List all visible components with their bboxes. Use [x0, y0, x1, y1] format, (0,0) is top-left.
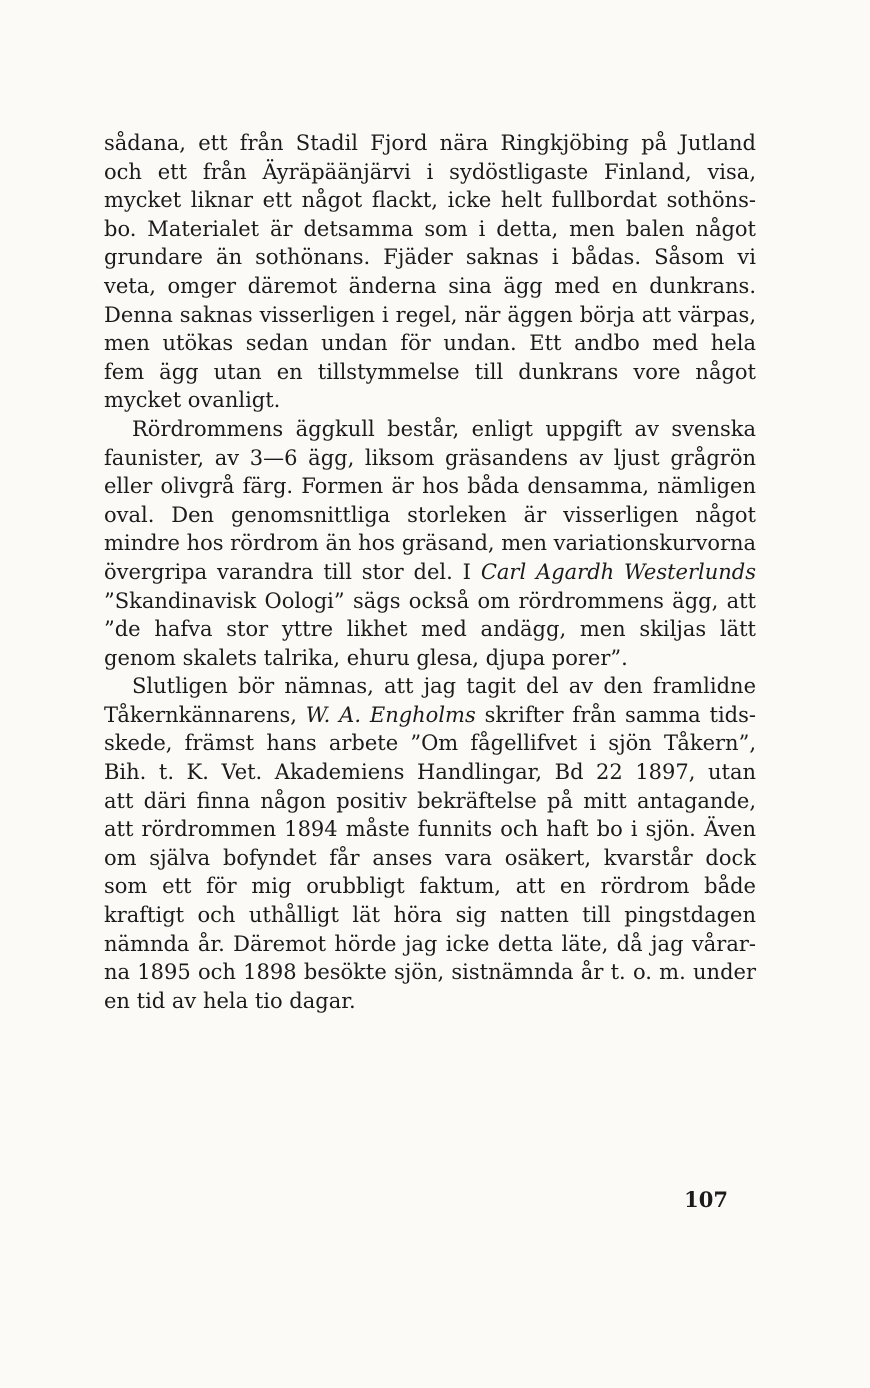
text-line: och ett från Äyräpäänjärvi i sydöstligaste Finland, visa,	[104, 159, 756, 184]
text-line: eller olivgrå färg. Formen är hos båda densamma, nämligen	[104, 474, 756, 499]
body-text	[104, 129, 756, 1015]
text-line: ”de hafva stor yttre likhet med andägg, men skiljas lätt	[104, 617, 756, 642]
text-line: genom skalets talrika, ehuru glesa, djupa porer”.	[104, 645, 628, 670]
text-line: sådana, ett från Stadil Fjord nära Ringkjöbing på Jutland	[104, 131, 756, 155]
text-line	[104, 558, 756, 587]
author-name: Carl Agardh Westerlunds	[480, 559, 756, 584]
text-line: veta, omger däremot änderna sina ägg med en dunkrans.	[104, 273, 756, 298]
text-line: bo. Materialet är detsamma som i detta, men balen något	[104, 216, 756, 241]
text-line: ”Skandinavisk Oologi” sägs också om rördrommens ägg, att	[104, 588, 756, 613]
text-segment: skrifter från samma tids-	[475, 702, 757, 727]
text-line: att rördrommen 1894 måste funnits och haft bo i sjön. Även	[104, 817, 756, 842]
text-segment: övergripa varandra till stor del. I	[104, 559, 481, 584]
text-line: oval. Den genomsnittliga storleken är visserligen något	[104, 502, 756, 527]
text-line: na 1895 och 1898 besökte sjön, sistnämnda år t. o. m. under	[104, 960, 756, 985]
text-line: nämnda år. Däremot hörde jag icke detta läte, då jag vårar-	[104, 931, 756, 956]
text-line: att däri finna någon positiv bekräftelse på mitt antagande,	[104, 788, 756, 813]
text-line: Bih. t. K. Vet. Akademiens Handlingar, Bd 22 1897, utan	[104, 760, 756, 785]
text-line: Slutligen bör nämnas, att jag tagit del av den framlidne	[132, 674, 756, 699]
text-line: mycket liknar ett något flackt, icke helt fullbordat sothöns-	[104, 188, 756, 213]
text-segment: Tåkernkännarens,	[104, 702, 306, 727]
text-line: skede, främst hans arbete ”Om fågellifvet i sjön Tåkern”,	[104, 731, 756, 756]
text-line: fem ägg utan en tillstymmelse till dunkrans vore något	[104, 359, 756, 384]
text-line: mindre hos rördrom än hos gräsand, men variationskurvorna	[104, 531, 757, 556]
text-line: mycket ovanligt.	[104, 388, 281, 413]
text-line: Rördrommens äggkull består, enligt uppgift av svenska	[132, 416, 756, 441]
text-line: grundare än sothönans. Fjäder saknas i bådas. Såsom vi	[104, 245, 756, 270]
text-line	[104, 701, 756, 730]
author-name: W. A. Engholms	[305, 702, 476, 727]
text-line: faunister, av 3—6 ägg, liksom gräsandens av ljust grågrön	[104, 445, 756, 470]
page-number: 107	[684, 1187, 728, 1212]
text-line: kraftigt och uthålligt lät höra sig natten till pingstdagen	[104, 903, 756, 928]
text-line: men utökas sedan undan för undan. Ett andbo med hela	[104, 331, 756, 356]
text-line: om själva bofyndet får anses vara osäkert, kvarstår dock	[104, 845, 756, 870]
text-line: en tid av hela tio dagar.	[104, 988, 356, 1013]
text-line: Denna saknas visserligen i regel, när äggen börja att värpas,	[104, 302, 756, 327]
text-line: som ett för mig orubbligt faktum, att en rördrom både	[104, 874, 756, 899]
